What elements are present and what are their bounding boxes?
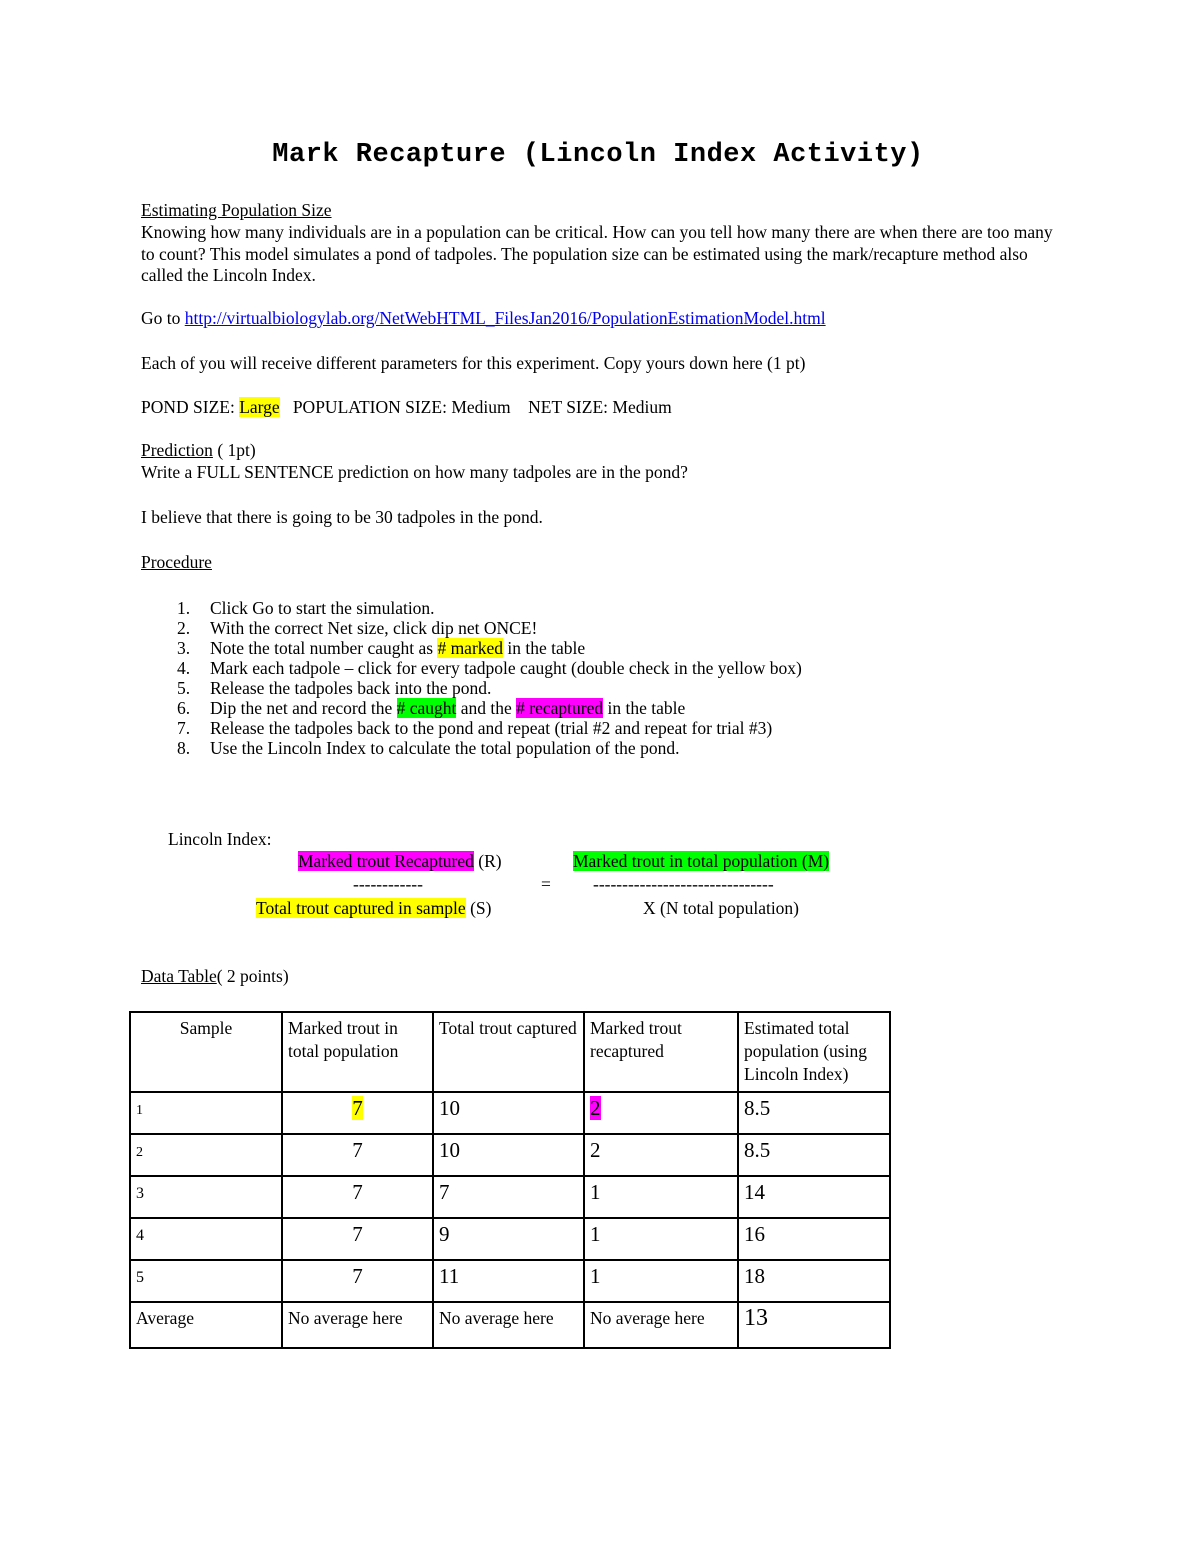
- prediction-heading: Prediction: [141, 440, 213, 460]
- procedure-step: 2. With the correct Net size, click dip net ONCE!: [177, 618, 538, 638]
- procedure-step: 1. Click Go to start the simulation.: [177, 598, 435, 618]
- sample-cell: 4: [130, 1218, 282, 1260]
- header-cell: Sample: [130, 1012, 282, 1092]
- table-heading-line: [141, 966, 289, 988]
- recaptured-cell: 1: [584, 1260, 738, 1302]
- table-header-row: [130, 1012, 890, 1092]
- average-estimate-cell: 13: [738, 1302, 890, 1348]
- population-size-label: POPULATION SIZE:: [292, 397, 447, 417]
- marked-cell: 7: [282, 1176, 433, 1218]
- estimate-cell: 16: [738, 1218, 890, 1260]
- goto-prefix: Go to: [141, 308, 181, 328]
- estimate-cell: 8.5: [738, 1134, 890, 1176]
- header-cell: Estimated total population (using Lincoln Index): [738, 1012, 890, 1092]
- procedure-heading: Procedure: [141, 552, 212, 572]
- procedure-step: 5. Release the tadpoles back into the pond.: [177, 678, 492, 698]
- formula-r-symbol: (R): [478, 851, 502, 871]
- recaptured-cell: 2: [584, 1134, 738, 1176]
- average-label-cell: Average: [130, 1302, 282, 1348]
- procedure-list: [141, 598, 802, 758]
- formula-s-symbol: (S): [470, 898, 492, 918]
- recaptured-cell: 1: [584, 1176, 738, 1218]
- page-title: Mark Recapture (Lincoln Index Activity): [272, 140, 924, 170]
- sample-cell: 2: [130, 1134, 282, 1176]
- table-row: [130, 1260, 890, 1302]
- procedure-step: 3. Note the total number caught as # marked in the table: [177, 638, 586, 658]
- pond-size-label: POND SIZE:: [141, 397, 235, 417]
- table-row: [130, 1218, 890, 1260]
- pond-size-value: Large: [239, 397, 280, 417]
- sample-cell: 3: [130, 1176, 282, 1218]
- net-size-label: NET SIZE:: [528, 397, 609, 417]
- intro-body: Knowing how many individuals are in a population can be critical. How can you tell how many there are when there are too many to count? This model simulates a pond of tadpoles. The population size can be estimated using the mark/recapture method also called the Lincoln Index.: [141, 222, 1053, 285]
- table-row: [130, 1134, 890, 1176]
- recaptured-cell: 2: [584, 1092, 738, 1134]
- marked-cell: 7: [282, 1218, 433, 1260]
- captured-cell: 11: [433, 1260, 584, 1302]
- formula-r-text: Marked trout Recaptured: [298, 851, 474, 871]
- prediction-points: ( 1pt): [217, 440, 256, 460]
- net-size-value: Medium: [612, 397, 672, 417]
- average-cell: No average here: [433, 1302, 584, 1348]
- formula-s-text: Total trout captured in sample: [256, 898, 466, 918]
- table-points: ( 2 points): [216, 966, 289, 986]
- prediction-answer: I believe that there is going to be 30 tadpoles in the pond.: [141, 507, 543, 527]
- captured-cell: 7: [433, 1176, 584, 1218]
- simulation-link[interactable]: http://virtualbiologylab.org/NetWebHTML_FilesJan2016/PopulationEstimationModel.html: [184, 308, 826, 328]
- marked-cell: 7: [282, 1260, 433, 1302]
- data-table: [129, 1011, 891, 1349]
- params-note: Each of you will receive different parameters for this experiment. Copy yours down here (1 pt): [141, 353, 806, 373]
- sample-cell: 5: [130, 1260, 282, 1302]
- formula-m: [573, 851, 829, 873]
- average-cell: No average here: [282, 1302, 433, 1348]
- average-cell: No average here: [584, 1302, 738, 1348]
- marked-cell: 7: [282, 1092, 433, 1134]
- table-average-row: [130, 1302, 890, 1348]
- captured-cell: 9: [433, 1218, 584, 1260]
- header-cell: Marked trout in total population: [282, 1012, 433, 1092]
- header-cell: Total trout captured: [433, 1012, 584, 1092]
- intro-heading: Estimating Population Size: [141, 200, 332, 220]
- table-heading: Data Table: [141, 966, 217, 986]
- prediction-question: Write a FULL SENTENCE prediction on how many tadpoles are in the pond?: [141, 462, 688, 482]
- captured-cell: 10: [433, 1092, 584, 1134]
- header-cell: Marked trout recaptured: [584, 1012, 738, 1092]
- marked-cell: 7: [282, 1134, 433, 1176]
- estimate-cell: 18: [738, 1260, 890, 1302]
- population-size-value: Medium: [451, 397, 511, 417]
- marked-highlight: # marked: [437, 638, 504, 658]
- formula-m-text: Marked trout in total population (M): [573, 851, 830, 871]
- table-row: [130, 1176, 890, 1218]
- recaptured-highlight: # recaptured: [516, 698, 604, 718]
- estimate-cell: 8.5: [738, 1092, 890, 1134]
- table-row: [130, 1092, 890, 1134]
- prediction-heading-line: [141, 440, 256, 462]
- formula-left-dashes: ------------: [353, 874, 423, 894]
- recaptured-cell: 1: [584, 1218, 738, 1260]
- formula-label: Lincoln Index:: [168, 829, 272, 849]
- params-line: [141, 397, 672, 419]
- procedure-step: 4. Mark each tadpole – click for every tadpole caught (double check in the yellow box): [177, 658, 802, 678]
- captured-cell: 10: [433, 1134, 584, 1176]
- formula-r: [298, 851, 502, 873]
- estimate-cell: 14: [738, 1176, 890, 1218]
- goto-line: [141, 308, 826, 330]
- formula-equals: =: [541, 874, 551, 894]
- procedure-step: 8. Use the Lincoln Index to calculate the total population of the pond.: [177, 738, 680, 758]
- formula-x: X (N total population): [643, 898, 800, 918]
- caught-highlight: # caught: [396, 698, 457, 718]
- formula-right-dashes: -------------------------------: [593, 874, 774, 894]
- procedure-step: 6. Dip the net and record the # caught and the # recaptured in the table: [177, 698, 686, 718]
- formula-s: [256, 898, 491, 920]
- sample-cell: 1: [130, 1092, 282, 1134]
- procedure-step: 7. Release the tadpoles back to the pond and repeat (trial #2 and repeat for trial #3): [177, 718, 773, 738]
